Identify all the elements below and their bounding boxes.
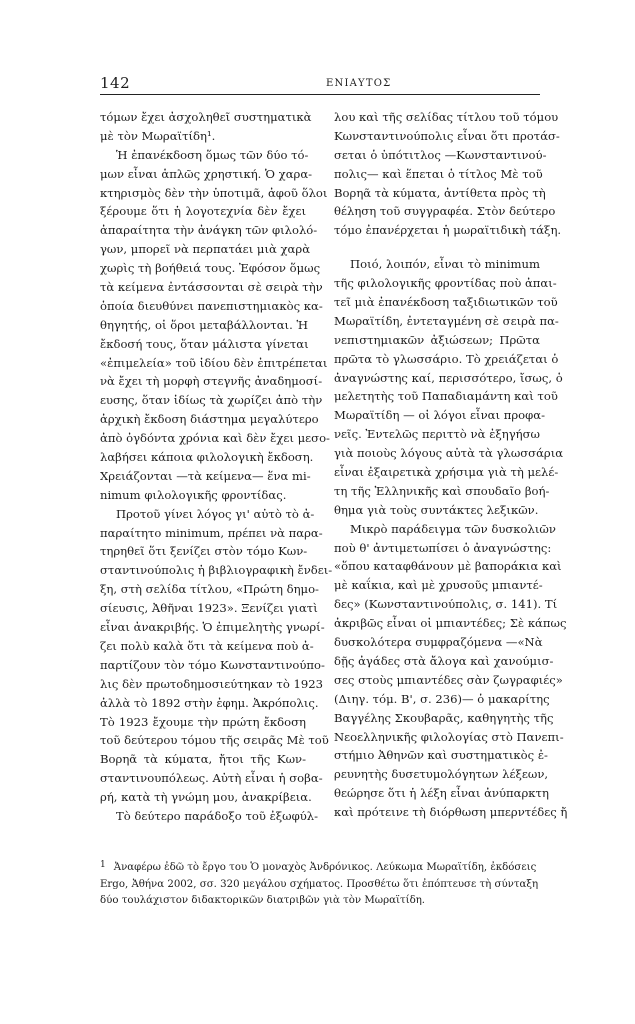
text-line: ρευνητὴς δυσετυμολόγητων λέξεων,: [334, 767, 549, 782]
text-line: ξη, στὴ σελίδα τίτλου, «Πρώτη δημο-: [100, 582, 319, 597]
right-column: [334, 108, 568, 822]
page-number: 142: [100, 74, 131, 92]
text-line: πρῶτα τὸ γλωσσάριο. Τὸ χρειάζεται ὁ: [334, 351, 559, 366]
text-line: τηρηθεῖ ὅτι ξενίζει στὸν τόμο Κων-: [100, 544, 308, 559]
text-line: τόμο ἐπανέρχεται ἡ μωραϊτιδικὴ τάξη.: [334, 223, 562, 238]
text-line: παρτίζουν τὸν τόμο Κωνσταντινούπο-: [100, 657, 325, 672]
text-line: (Διηγ. τόμ. Β', σ. 236)— ὁ μακαρίτης: [334, 691, 550, 706]
footnote-text: Ἀναφέρω ἐδῶ τὸ ἔργο του Ὁ μοναχὸς Ἀνδρόνικος. Λεύκωμα Μωραϊτίδη, ἐκδόσεις: [113, 862, 537, 873]
text-line: ὁποία διευθύνει πανεπιστημιακὸς κα-: [100, 298, 323, 313]
text-line: κτηρισμὸς δὲν τὴν ὑποτιμᾶ, ἀφοῦ ὅλοι: [100, 185, 328, 200]
text-line: Προτοῦ γίνει λόγος γι' αὐτὸ τὸ ἀ-: [116, 506, 315, 521]
text-line: μὲ καΐκια, καὶ μὲ χρυσοῦς μπιαντέ-: [334, 578, 543, 593]
text-line: λις δὲν πρωτοδημοσιεύτηκαν τὸ 1923: [100, 676, 323, 691]
text-line: ἀπὸ ὀγδόντα χρόνια καὶ δὲν ἔχει μεσο-: [100, 431, 330, 446]
text-line: Μωραϊτίδη — οἱ λόγοι εἶναι προφα-: [334, 408, 545, 423]
text-line: Βαγγέλης Σκουβαρᾶς, καθηγητὴς τῆς: [334, 710, 554, 725]
text-line: τὰ κείμενα ἐντάσσονται σὲ σειρὰ τὴν: [100, 280, 323, 295]
text-line: καὶ πρότεινε τὴ διόρθωση μπερντέδες ἤ: [334, 805, 568, 820]
left-column: [100, 108, 333, 826]
text-line: λαβήσει κάποια φιλολογικὴ ἔκδοση.: [100, 450, 314, 465]
text-line: δῇς ἀγάδες στὰ ἄλογα καὶ χανούμισ-: [334, 653, 554, 668]
text-line: Κωνσταντινούπολις εἶναι ὅτι προτάσ-: [334, 128, 560, 143]
text-line: τοῦ δεύτερου τόμου τῆς σειρᾶς Μὲ τοῦ: [100, 733, 329, 748]
text-line: nimum φιλολογικῆς φροντίδας.: [100, 487, 287, 502]
text-line: σίευσις, Ἀθῆναι 1923». Ξενίζει γιατὶ: [100, 601, 318, 616]
text-line: εἶναι ἀνακριβής. Ὁ ἐπιμελητὴς γνωρί-: [100, 620, 325, 635]
text-line: ἀπαραίτητα τὴν ἀνάγκη τῶν φιλολό-: [100, 223, 318, 238]
text-line: ποὺ θ' ἀντιμετωπίσει ὁ ἀναγνώστης:: [334, 540, 552, 555]
running-header: [100, 74, 540, 94]
text-line: Ποιό, λοιπόν, εἶναι τὸ minimum: [350, 257, 540, 272]
paragraph-gap: [334, 240, 540, 255]
text-line: Τὸ δεύτερο παράδοξο τοῦ ἐξωφύλ-: [116, 808, 319, 823]
text-line: Χρειάζονται —τὰ κείμενα— ἕνα mi-: [100, 468, 311, 483]
text-line: ευσης, ὅταν ἰδίως τὰ χωρίζει ἀπὸ τὴν: [100, 393, 323, 408]
text-line: παραίτητο minimum, πρέπει νὰ παρα-: [100, 525, 323, 540]
text-line: νεῖς. Ἐντελῶς περιττὸ νὰ ἐξηγήσω: [334, 427, 540, 442]
text-line: Νεοελληνικῆς φιλολογίας στὸ Πανεπι-: [334, 729, 564, 744]
text-line: ἀλλὰ τὸ 1892 στὴν ἐφημ. Ἀκρόπολις.: [100, 695, 319, 710]
text-line: Μικρὸ παράδειγμα τῶν δυσκολιῶν: [350, 521, 556, 536]
text-line: δες» (Κωνσταντινούπολις, σ. 141). Τί: [334, 597, 558, 612]
running-title: ΕΝΙΑΥΤΟΣ: [326, 78, 392, 89]
text-line: ἀναγνώστης καί, περισσότερο, ἴσως, ὁ: [334, 370, 563, 385]
text-line: τόμων ἔχει ἀσχοληθεῖ συστηματικὰ: [100, 110, 312, 124]
text-line: στήμιο Ἀθηνῶν καὶ συστηματικὸς ἐ-: [334, 748, 548, 763]
text-line: σταντινούπολις ἡ βιβλιογραφικὴ ἔνδει-: [100, 563, 333, 578]
text-line: ζει πολὺ καλὰ ὅτι τὰ κείμενα ποὺ ἀ-: [100, 638, 314, 653]
text-line: σταντινουπόλεως. Αὐτὴ εἶναι ἡ σοβα-: [100, 771, 323, 786]
header-rule: [100, 94, 540, 95]
text-line: ἔκδοσή τους, ὅταν μάλιστα γίνεται: [100, 336, 309, 351]
text-line: γιὰ ποιοὺς λόγους αὐτὰ τὰ γλωσσάρια: [334, 446, 564, 461]
text-line: θηγητής, οἱ ὅροι μεταβάλλονται. Ἡ: [100, 317, 308, 332]
text-line: Τὸ 1923 ἔχουμε τὴν πρώτη ἔκδοση: [100, 714, 306, 729]
text-line: θεώρησε ὅτι ἡ λέξη εἶναι ἀνύπαρκτη: [334, 786, 549, 801]
text-line: σεται ὁ ὑπότιτλος —Κωνσταντινού-: [334, 147, 547, 162]
text-line: Μωραϊτίδη, ἐντεταγμένη σὲ σειρὰ πα-: [334, 313, 559, 328]
text-line: λου καὶ τῆς σελίδας τίτλου τοῦ τόμου: [334, 110, 559, 124]
text-line: ἀρχικὴ ἔκδοση διάστημα μεγαλύτερο: [100, 412, 319, 427]
text-line: γων, μπορεῖ νὰ περπατάει μιὰ χαρὰ: [100, 242, 311, 257]
text-line: ξέρουμε ὅτι ἡ λογοτεχνία δὲν ἔχει: [100, 204, 306, 219]
text-line: μελετητὴς τοῦ Παπαδιαμάντη καὶ τοῦ: [334, 389, 558, 404]
text-line: νὰ ἔχει τὴ μορφὴ στεγνῆς ἀναδημοσί-: [100, 374, 323, 389]
text-line: δυσκολότερα συμφραζόμενα —«Νὰ: [334, 635, 543, 650]
text-line: μων εἶναι ἁπλῶς χρηστική. Ὁ χαρα-: [100, 166, 313, 181]
text-line: χωρὶς τὴ βοήθειά τους. Ἐφόσον ὅμως: [100, 261, 321, 276]
footnote-line: [100, 860, 540, 877]
footnote-mark: 1: [100, 860, 106, 870]
text-line: «ἐπιμελεία» τοῦ ἰδίου δὲν ἐπιτρέπεται: [100, 355, 328, 370]
text-line: τεῖ μιὰ ἐπανέκδοση ταξιδιωτικῶν τοῦ: [334, 295, 558, 310]
text-line: σες στοὺς μπιαντέδες σὰν ζωγραφιές»: [334, 672, 563, 687]
text-line: θέληση τοῦ συγγραφέα. Στὸν δεύτερο: [334, 204, 556, 219]
text-line: εἶναι ἐξαιρετικὰ χρήσιμα γιὰ τὴ μελέ-: [334, 465, 559, 480]
footnote-line: Ergo, Ἀθήνα 2002, σσ. 320 μεγάλου σχήματος. Προσθέτω ὅτι ἐπόπτευσε τὴ σύνταξη: [100, 878, 539, 890]
text-line: «ὅπου καταφθάνουν μὲ βαποράκια καὶ: [334, 559, 562, 574]
text-line: θημα γιὰ τοὺς συντάκτες λεξικῶν.: [334, 502, 539, 517]
text-line: Βορηᾶ τὰ κύματα, ἀντίθετα πρὸς τὴ: [334, 185, 546, 200]
text-line: τῆς φιλολογικῆς φροντίδας ποὺ ἀπαι-: [334, 276, 557, 291]
footnote: [100, 860, 540, 910]
text-line: μὲ τὸν Μωραϊτίδη¹.: [100, 128, 216, 143]
text-line: Βορηᾶ τὰ κύματα, ἤτοι τῆς Κων-: [100, 752, 306, 767]
text-line: ρή, κατὰ τὴ γνώμη μου, ἀνακρίβεια.: [100, 790, 312, 805]
text-line: τη τῆς Ἑλληνικῆς καὶ σπουδαῖο βοή-: [334, 483, 550, 498]
text-line: πολις— καὶ ἕπεται ὁ τίτλος Μὲ τοῦ: [334, 166, 543, 181]
text-line: Ἡ ἐπανέκδοση ὅμως τῶν δύο τό-: [116, 147, 309, 162]
footnote-line: δύο τουλάχιστον διδακτορικῶν διατριβῶν γιὰ τὸν Μωραϊτίδη.: [100, 895, 426, 906]
text-line: ἀκριβῶς εἶναι οἱ μπιαντέδες; Σὲ κάπως: [334, 616, 567, 631]
text-line: νεπιστημιακῶν ἀξιώσεων; Πρῶτα: [334, 332, 540, 347]
